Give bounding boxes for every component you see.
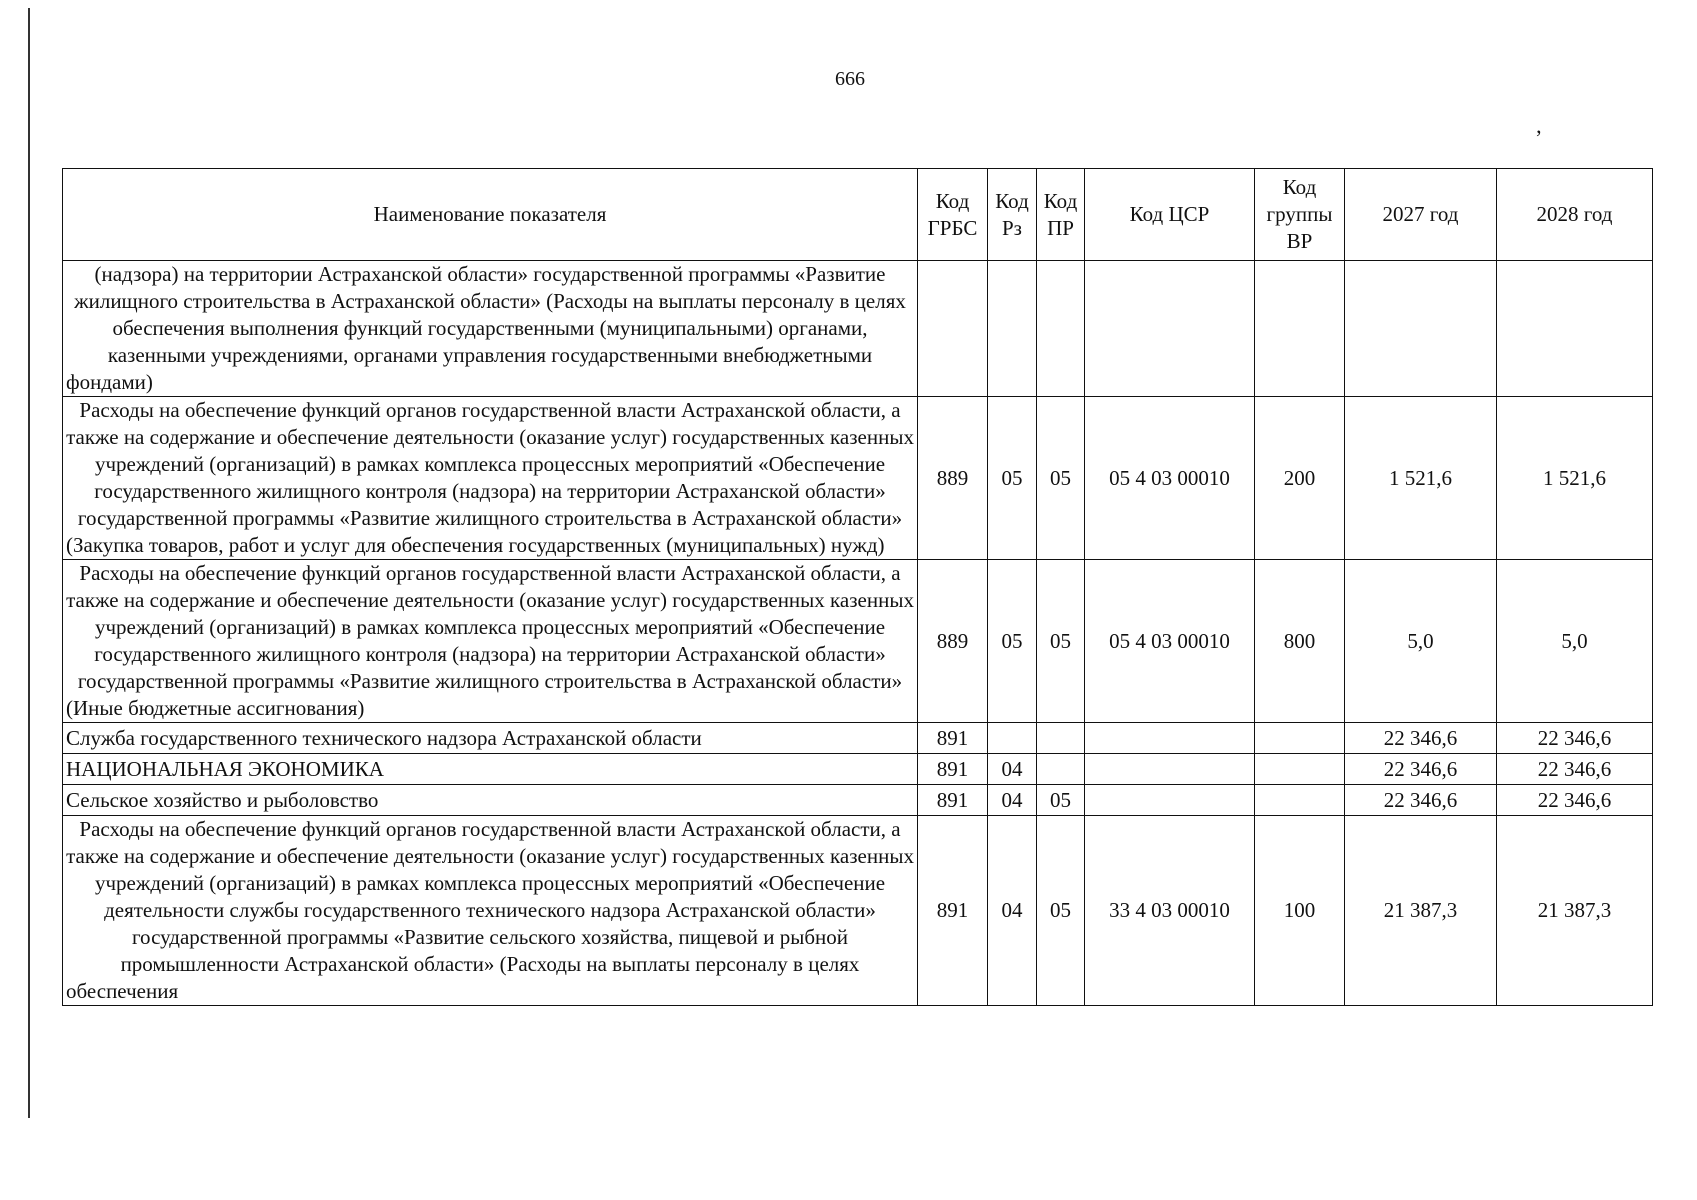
stray-mark: ’ bbox=[1535, 125, 1543, 150]
row-vr: 800 bbox=[1255, 560, 1345, 723]
row-name: Расходы на обеспечение функций органов государственной власти Астраханской области, а также на содержание и обеспечение деятельности (оказание услуг) государственных казенных учреждений (организаций) в рамках комплекса процессных мероприятий «Обеспечение деятельности службы государственного технического надзора Астраханской области» государственной программы «Развитие сельского хозяйства, пищевой и рыбной промышленности Астраханской области» (Расходы на выплаты персоналу в целях обеспечения bbox=[63, 816, 918, 1006]
row-2027: 5,0 bbox=[1345, 560, 1497, 723]
row-name: Служба государственного технического надзора Астраханской области bbox=[63, 723, 918, 754]
row-pr: 05 bbox=[1037, 560, 1085, 723]
row-name: Сельское хозяйство и рыболовство bbox=[63, 785, 918, 816]
row-2027: 22 346,6 bbox=[1345, 754, 1497, 785]
table-row bbox=[63, 754, 1653, 785]
row-vr: 200 bbox=[1255, 397, 1345, 560]
table-row bbox=[63, 723, 1653, 754]
header-pr: Код ПР bbox=[1037, 169, 1085, 261]
row-rz bbox=[988, 723, 1037, 754]
header-2028: 2028 год bbox=[1497, 169, 1653, 261]
page-number: 666 bbox=[835, 68, 865, 90]
row-rz: 04 bbox=[988, 785, 1037, 816]
header-rz: Код Рз bbox=[988, 169, 1037, 261]
row-rz: 05 bbox=[988, 560, 1037, 723]
row-grbs: 889 bbox=[918, 397, 988, 560]
row-2027 bbox=[1345, 261, 1497, 397]
table-row bbox=[63, 560, 1653, 723]
row-pr: 05 bbox=[1037, 397, 1085, 560]
row-vr bbox=[1255, 754, 1345, 785]
row-rz bbox=[988, 261, 1037, 397]
row-pr bbox=[1037, 723, 1085, 754]
table-row bbox=[63, 816, 1653, 1006]
row-pr bbox=[1037, 261, 1085, 397]
row-csr bbox=[1085, 261, 1255, 397]
row-name: Расходы на обеспечение функций органов государственной власти Астраханской области, а также на содержание и обеспечение деятельности (оказание услуг) государственных казенных учреждений (организаций) в рамках комплекса процессных мероприятий «Обеспечение государственного жилищного контроля (надзора) на территории Астраханской области» государственной программы «Развитие жилищного строительства в Астраханской области» (Закупка товаров, работ и услуг для обеспечения государственных (муниципальных) нужд) bbox=[63, 397, 918, 560]
row-name: (надзора) на территории Астраханской области» государственной программы «Развитие жилищного строительства в Астраханской области» (Расходы на выплаты персоналу в целях обеспечения выполнения функций государственными (муниципальными) органами, казенными учреждениями, органами управления государственными внебюджетными фондами) bbox=[63, 261, 918, 397]
row-name: Расходы на обеспечение функций органов государственной власти Астраханской области, а также на содержание и обеспечение деятельности (оказание услуг) государственных казенных учреждений (организаций) в рамках комплекса процессных мероприятий «Обеспечение государственного жилищного контроля (надзора) на территории Астраханской области» государственной программы «Развитие жилищного строительства в Астраханской области» (Иные бюджетные ассигнования) bbox=[63, 560, 918, 723]
row-csr bbox=[1085, 723, 1255, 754]
row-csr bbox=[1085, 754, 1255, 785]
binding-line bbox=[28, 8, 30, 1118]
row-grbs: 891 bbox=[918, 723, 988, 754]
table-header-row bbox=[63, 169, 1653, 261]
row-2028: 22 346,6 bbox=[1497, 723, 1653, 754]
row-vr bbox=[1255, 723, 1345, 754]
header-vr: Код группы ВР bbox=[1255, 169, 1345, 261]
row-grbs: 891 bbox=[918, 816, 988, 1006]
row-csr: 05 4 03 00010 bbox=[1085, 397, 1255, 560]
row-pr: 05 bbox=[1037, 785, 1085, 816]
row-2028: 5,0 bbox=[1497, 560, 1653, 723]
row-2027: 22 346,6 bbox=[1345, 785, 1497, 816]
budget-table bbox=[62, 168, 1653, 1006]
table-row bbox=[63, 785, 1653, 816]
table-row bbox=[63, 261, 1653, 397]
row-2027: 21 387,3 bbox=[1345, 816, 1497, 1006]
row-2028: 22 346,6 bbox=[1497, 754, 1653, 785]
row-grbs: 891 bbox=[918, 785, 988, 816]
row-csr bbox=[1085, 785, 1255, 816]
row-name: НАЦИОНАЛЬНАЯ ЭКОНОМИКА bbox=[63, 754, 918, 785]
header-grbs: Код ГРБС bbox=[918, 169, 988, 261]
row-vr bbox=[1255, 785, 1345, 816]
row-rz: 04 bbox=[988, 816, 1037, 1006]
row-rz: 05 bbox=[988, 397, 1037, 560]
row-2028: 22 346,6 bbox=[1497, 785, 1653, 816]
row-vr: 100 bbox=[1255, 816, 1345, 1006]
row-csr: 33 4 03 00010 bbox=[1085, 816, 1255, 1006]
row-rz: 04 bbox=[988, 754, 1037, 785]
row-2027: 22 346,6 bbox=[1345, 723, 1497, 754]
table-row bbox=[63, 397, 1653, 560]
row-pr: 05 bbox=[1037, 816, 1085, 1006]
row-csr: 05 4 03 00010 bbox=[1085, 560, 1255, 723]
row-2028: 21 387,3 bbox=[1497, 816, 1653, 1006]
row-2028: 1 521,6 bbox=[1497, 397, 1653, 560]
row-2028 bbox=[1497, 261, 1653, 397]
row-vr bbox=[1255, 261, 1345, 397]
header-name: Наименование показателя bbox=[63, 169, 918, 261]
row-2027: 1 521,6 bbox=[1345, 397, 1497, 560]
row-grbs bbox=[918, 261, 988, 397]
header-csr: Код ЦСР bbox=[1085, 169, 1255, 261]
row-grbs: 889 bbox=[918, 560, 988, 723]
row-grbs: 891 bbox=[918, 754, 988, 785]
header-2027: 2027 год bbox=[1345, 169, 1497, 261]
row-pr bbox=[1037, 754, 1085, 785]
